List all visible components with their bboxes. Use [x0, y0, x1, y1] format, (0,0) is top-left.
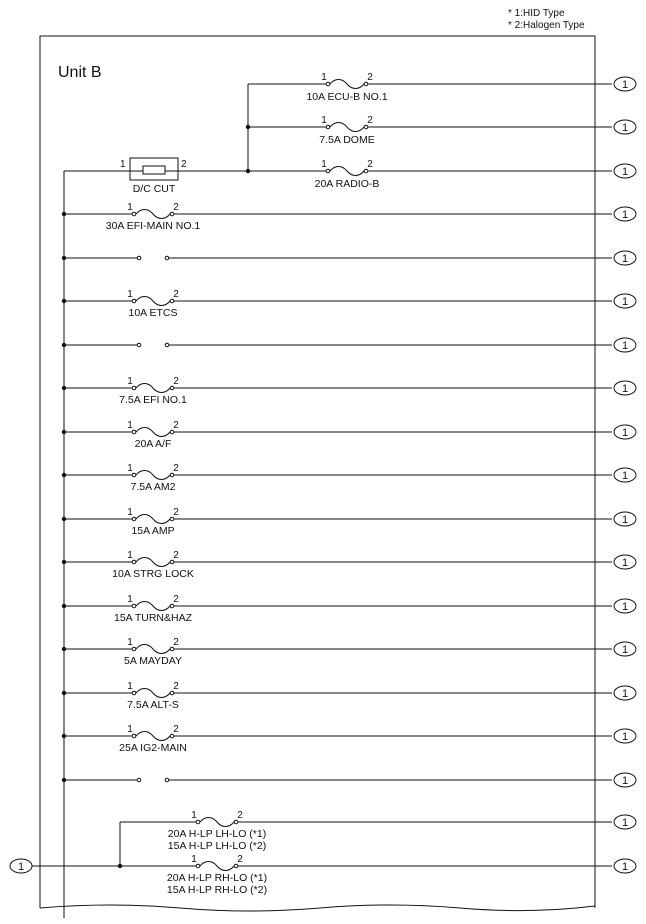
open-terminal-row [62, 773, 636, 787]
fuse-label: 10A STRG LOCK [112, 568, 194, 580]
output-connector-pin: 1 [621, 557, 629, 569]
output-connector-pin: 1 [621, 601, 629, 613]
fuse-row [62, 463, 636, 493]
fuse-symbol-pin-left: 1 [321, 115, 327, 126]
fuse-row [62, 637, 636, 667]
open-terminals [137, 778, 169, 782]
fuse-symbol-pin-right: 2 [173, 289, 179, 300]
output-connector-pin: 1 [621, 79, 629, 91]
output-connector-pin: 1 [621, 688, 629, 700]
circuit-rows [32, 72, 636, 896]
fuse-row [62, 594, 636, 624]
fuse-symbol [127, 420, 179, 437]
fuse-label: 7.5A EFI NO.1 [119, 394, 187, 406]
fuse-symbol-pin-right: 2 [173, 724, 179, 735]
fuse-label: 10A ECU-B NO.1 [306, 91, 388, 103]
top-branch-row [248, 72, 636, 103]
fuse-row [62, 681, 636, 711]
output-connector-pin: 1 [621, 340, 629, 352]
note-hid-type: * 1:HID Type [508, 8, 565, 19]
headlamp-fuse-row [120, 854, 636, 896]
fuse-symbol [127, 637, 179, 654]
top-branch-row [246, 115, 636, 146]
open-terminals [137, 256, 169, 260]
fuse-label: 15A AMP [131, 525, 175, 537]
output-connector-pin: 1 [621, 427, 629, 439]
fuse-row [62, 550, 636, 580]
fuse-symbol-pin-left: 1 [127, 507, 133, 518]
open-terminal-row [62, 338, 636, 352]
fuse-symbol-pin-left: 1 [191, 854, 197, 865]
open-terminal-row [62, 251, 636, 265]
output-connector-pin: 1 [621, 253, 629, 265]
fuse-label: 5A MAYDAY [124, 655, 182, 667]
fuse-symbol-pin-left: 1 [321, 159, 327, 170]
fuse-label-hid: 20A H-LP RH-LO (*1) [166, 872, 268, 884]
fuse-symbol-pin-left: 1 [127, 550, 133, 561]
fuse-symbol-pin-left: 1 [127, 463, 133, 474]
dc-cut-pin-left: 1 [120, 159, 126, 170]
fuse-symbol [127, 463, 179, 480]
dc-cut-fuse [64, 158, 248, 195]
fuse-symbol-pin-left: 1 [127, 202, 133, 213]
fuse-symbol-pin-left: 1 [127, 420, 133, 431]
fuse-symbol-pin-right: 2 [367, 159, 373, 170]
fuse-symbol-pin-right: 2 [173, 637, 179, 648]
fuse-symbol [321, 72, 373, 89]
fuse-symbol-pin-right: 2 [173, 550, 179, 561]
output-connector-pin: 1 [621, 122, 629, 134]
dc-cut-label: D/C CUT [132, 183, 176, 195]
fuse-label: 25A IG2-MAIN [119, 742, 187, 754]
fuse-symbol [191, 810, 243, 827]
fuse-row [62, 420, 636, 450]
fuse-symbol [127, 594, 179, 611]
fuse-symbol-pin-right: 2 [367, 115, 373, 126]
fuse-symbol [321, 115, 373, 132]
fuse-symbol [127, 202, 179, 219]
unit-title: Unit B [58, 64, 102, 81]
fuse-symbol [127, 376, 179, 393]
fuse-symbol-pin-right: 2 [173, 463, 179, 474]
fuse-row [62, 507, 636, 537]
fuse-symbol-pin-right: 2 [173, 594, 179, 605]
fuse-label-halogen: 15A H-LP RH-LO (*2) [166, 884, 268, 896]
fuse-label: 7.5A DOME [319, 134, 375, 146]
fuse-symbol [127, 724, 179, 741]
fuse-symbol-pin-right: 2 [367, 72, 373, 83]
input-connector [10, 859, 32, 873]
fuse-symbol-pin-left: 1 [127, 724, 133, 735]
fuse-symbol-pin-left: 1 [127, 637, 133, 648]
fuse-label: 10A ETCS [128, 307, 178, 319]
fuse-symbol [127, 289, 179, 306]
fuse-symbol [127, 507, 179, 524]
unit-b-frame-break [40, 905, 595, 911]
fuse-label-halogen: 15A H-LP LH-LO (*2) [167, 840, 267, 852]
fuse-row [62, 376, 636, 406]
headlamp-fuse-row [120, 810, 636, 852]
output-connector-pin: 1 [621, 817, 629, 829]
output-connector-pin: 1 [621, 470, 629, 482]
note-halogen-type: * 2:Halogen Type [508, 20, 585, 31]
output-connector-pin: 1 [621, 166, 629, 178]
output-connector-pin: 1 [621, 731, 629, 743]
fuse-row [62, 202, 636, 232]
fuse-symbol-pin-left: 1 [191, 810, 197, 821]
output-connector-pin: 1 [621, 296, 629, 308]
fuse-symbol-pin-right: 2 [237, 810, 243, 821]
fuse-label: 15A TURN&HAZ [114, 612, 192, 624]
top-branch-row [248, 159, 636, 190]
open-terminals [137, 343, 169, 347]
fuse-label-hid: 20A H-LP LH-LO (*1) [167, 828, 267, 840]
junction-dot [246, 169, 250, 173]
fuse-symbol [321, 159, 373, 176]
output-connector-pin: 1 [621, 383, 629, 395]
dc-cut-pin-right: 2 [181, 159, 187, 170]
fuse-symbol-pin-right: 2 [173, 681, 179, 692]
fuse-symbol-pin-left: 1 [127, 594, 133, 605]
junction-dot [246, 125, 250, 129]
fuse-label: 7.5A ALT-S [127, 699, 179, 711]
fuse-label: 30A EFI-MAIN NO.1 [105, 220, 201, 232]
fuse-symbol-pin-left: 1 [321, 72, 327, 83]
junction-dot [118, 864, 122, 868]
fuse-label: 7.5A AM2 [130, 481, 176, 493]
output-connector-pin: 1 [621, 644, 629, 656]
fuse-symbol-pin-left: 1 [127, 289, 133, 300]
fuse-symbol [127, 681, 179, 698]
output-connector-pin: 1 [621, 861, 629, 873]
fuse-symbol-pin-left: 1 [127, 376, 133, 387]
fuse-symbol-pin-right: 2 [173, 420, 179, 431]
fuse-symbol-pin-right: 2 [173, 376, 179, 387]
fuse-symbol [127, 550, 179, 567]
fuse-label: 20A RADIO-B [314, 178, 380, 190]
fuse-row [62, 724, 636, 754]
input-connector-pin: 1 [17, 861, 25, 873]
fuse-symbol-pin-left: 1 [127, 681, 133, 692]
fuse-symbol-pin-right: 2 [237, 854, 243, 865]
fuse-row [62, 289, 636, 319]
fuse-symbol-pin-right: 2 [173, 202, 179, 213]
fuse-label: 20A A/F [134, 438, 172, 450]
fuse-symbol [191, 854, 243, 871]
fuse-symbol-pin-right: 2 [173, 507, 179, 518]
output-connector-pin: 1 [621, 514, 629, 526]
output-connector-pin: 1 [621, 775, 629, 787]
output-connector-pin: 1 [621, 209, 629, 221]
